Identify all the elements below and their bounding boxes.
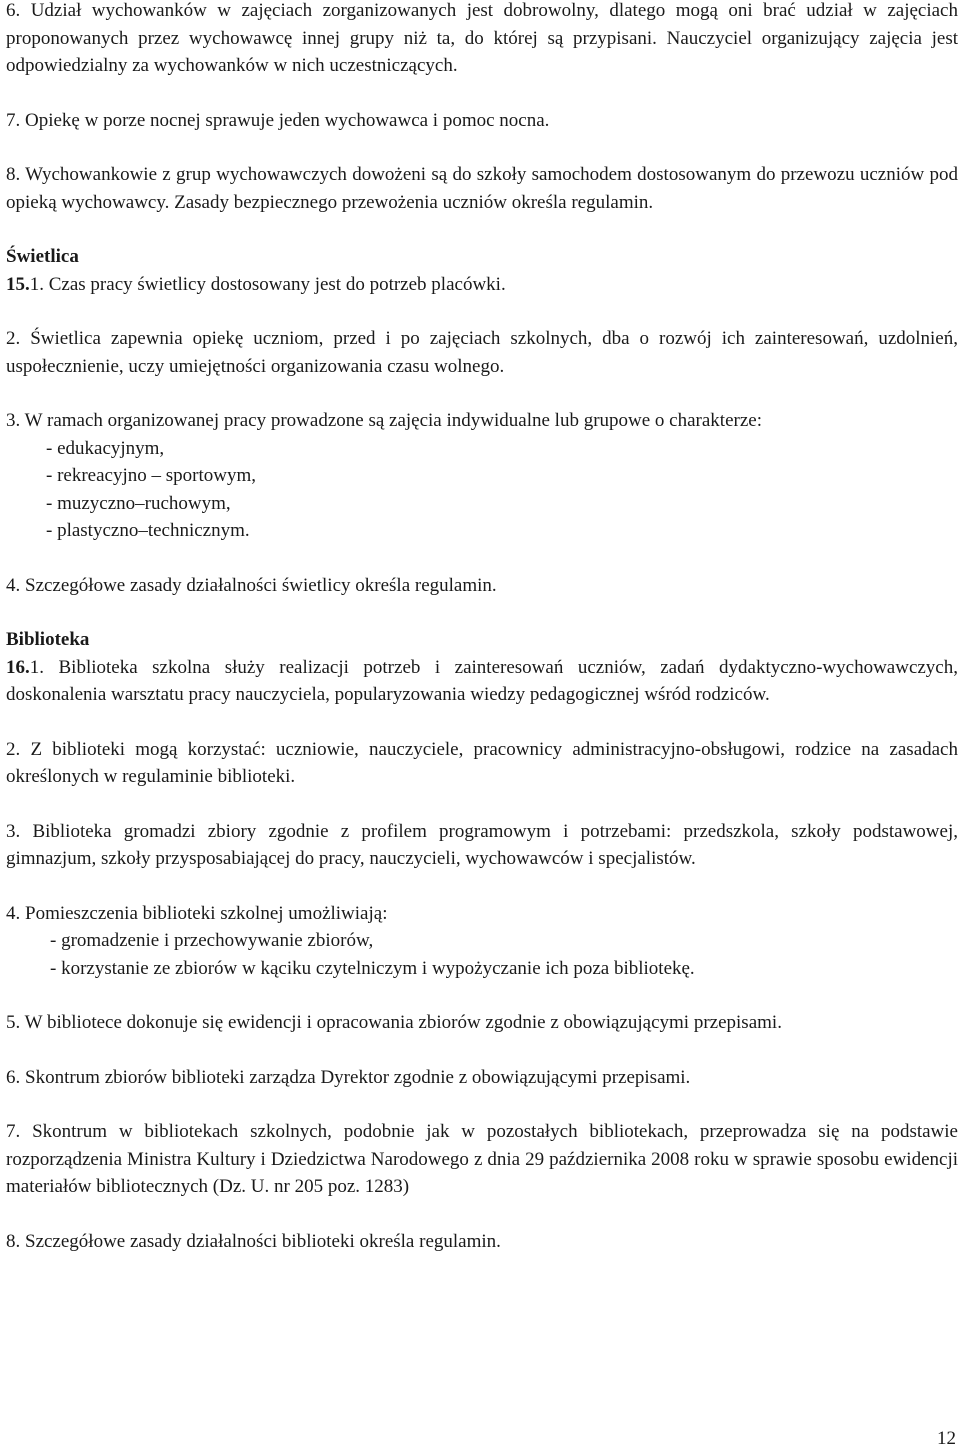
document-page bbox=[6, 0, 958, 1255]
list-item: - gromadzenie i przechowywanie zbiorów, bbox=[50, 930, 374, 951]
biblioteka-paragraph-7: 7. Skontrum w bibliotekach szkolnych, podobnie jak w pozostałych bibliotekach, przeprowadza się na podstawie rozporządzenia Ministra Kultury i Dziedzictwa Narodowego z dnia 29 października 2008 roku w sprawie sposobu ewidencji materiałów bibliotecznych (Dz. U. nr 205 poz. 1283) bbox=[6, 1121, 958, 1197]
biblioteka-paragraph-6: 6. Skontrum zbiorów biblioteki zarządza Dyrektor zgodnie z obowiązującymi przepisami. bbox=[6, 1066, 691, 1088]
paragraph-text: Biblioteka szkolna służy realizacji potrzeb i zainteresowań uczniów, zadań dydaktyczno-wychowawczych, doskonalenia warsztatu pracy nauczyciela, popularyzowania wiedzy pedagogicznej wśród rodziców. bbox=[6, 656, 958, 705]
paragraph-7: 7. Opiekę w porze nocnej sprawuje jeden wychowawca i pomoc nocna. bbox=[6, 109, 550, 131]
list-item: - korzystanie ze zbiorów w kąciku czytelniczym i wypożyczanie ich poza bibliotekę. bbox=[50, 957, 695, 979]
section-heading-biblioteka: Biblioteka bbox=[6, 629, 90, 650]
list-item: - plastyczno–technicznym. bbox=[46, 520, 250, 541]
list-item: - muzyczno–ruchowym, bbox=[46, 492, 231, 514]
paragraph-8: 8. Wychowankowie z grup wychowawczych dowożeni są do szkoły samochodem dostosowanym do przewozu uczniów pod opieką wychowawcy. Zasady bezpiecznego przewożenia uczniów określa regulamin. bbox=[6, 164, 958, 213]
subsection-number: 1. bbox=[29, 656, 44, 678]
biblioteka-paragraph-2: 2. Z biblioteki mogą korzystać: uczniowie, nauczyciele, pracownicy administracyjno-obsługowi, rodzice na zasadach określonych w regulaminie biblioteki. bbox=[6, 738, 958, 787]
biblioteka-paragraph-8: 8. Szczegółowe zasady działalności biblioteki określa regulamin. bbox=[6, 1230, 501, 1252]
biblioteka-paragraph-4-text: 4. Pomieszczenia biblioteki szkolnej umożliwiają: bbox=[6, 902, 388, 924]
subsection-number: 1. bbox=[29, 273, 44, 295]
list-item: - edukacyjnym, bbox=[46, 437, 165, 459]
swietlica-paragraph-3 bbox=[6, 407, 958, 545]
biblioteka-paragraph-1 bbox=[6, 654, 958, 709]
section-number: 15. bbox=[6, 273, 30, 295]
swietlica-paragraph-4: 4. Szczegółowe zasady działalności świetlicy określa regulamin. bbox=[6, 574, 497, 596]
biblioteka-paragraph-4 bbox=[6, 900, 958, 983]
biblioteka-paragraph-5: 5. W bibliotece dokonuje się ewidencji i opracowania zbiorów zgodnie z obowiązującymi przepisami. bbox=[6, 1012, 782, 1033]
list-item: - rekreacyjno – sportowym, bbox=[46, 465, 256, 486]
swietlica-paragraph-3-text: 3. W ramach organizowanej pracy prowadzone są zajęcia indywidualne lub grupowe o charakterze: bbox=[6, 410, 762, 431]
paragraph-6: 6. Udział wychowanków w zajęciach zorganizowanych jest dobrowolny, dlatego mogą oni brać udział w zajęciach proponowanych przez wychowawcę innej grupy niż ta, do której są przypisani. Nauczyciel organizujący zajęcia jest odpowiedzialny za wychowanków w nich uczestniczących. bbox=[6, 0, 958, 76]
swietlica-paragraph-2: 2. Świetlica zapewnia opiekę uczniom, przed i po zajęciach szkolnych, dba o rozwój ich zainteresowań, uzdolnień, uspołecznienie, uczy umiejętności organizowania czasu wolnego. bbox=[6, 328, 958, 377]
swietlica-list bbox=[6, 435, 958, 545]
biblioteka-list bbox=[6, 927, 958, 982]
biblioteka-paragraph-3: 3. Biblioteka gromadzi zbiory zgodnie z profilem programowym i potrzebami: przedszkola, szkoły podstawowej, gimnazjum, szkoły przysposabiającej do pracy, nauczycieli, wychowawców i specjalistów. bbox=[6, 820, 958, 869]
section-number: 16. bbox=[6, 656, 30, 678]
page-number: 12 bbox=[937, 1428, 956, 1449]
section-heading-swietlica: Świetlica bbox=[6, 246, 79, 267]
paragraph-text: Czas pracy świetlicy dostosowany jest do potrzeb placówki. bbox=[44, 273, 506, 295]
swietlica-paragraph-1 bbox=[6, 271, 958, 299]
